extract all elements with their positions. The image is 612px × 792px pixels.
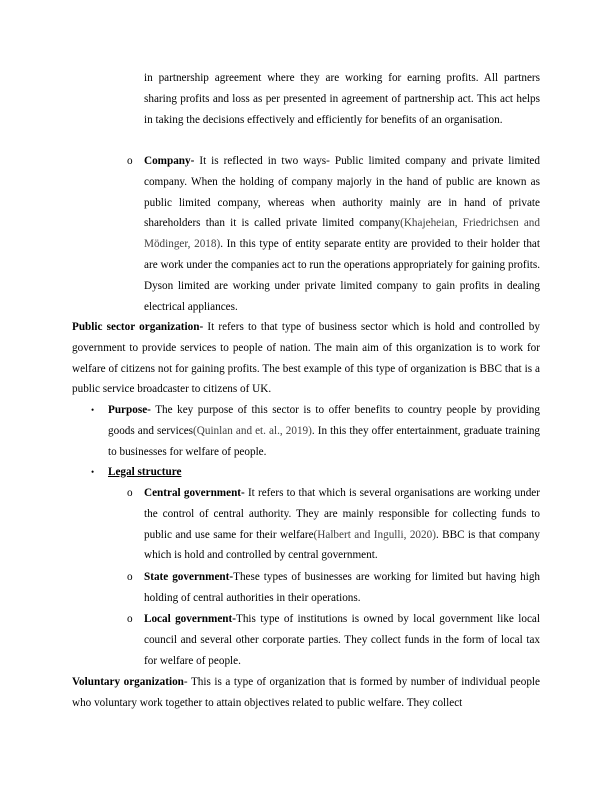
- company-text-1: It is reflected in two ways- Public limited company and private limited company. When the holding of company majorly in the hand of public are known as public limited company, whereas when authority mainly are in hand of private shareholders than it is called private limited company: [144, 155, 540, 230]
- local-government-heading: Local government-: [144, 613, 236, 625]
- partnership-text: in partnership agreement where they are working for earning profits. All partners sharing profits and loss as per presented in agreement of partnership act. This act helps in taking the decisions effectively and efficiently for benefits of an organisation.: [144, 72, 540, 126]
- local-government-text: This type of institutions is owned by local government like local council and several other corporate parties. They collect funds in the form of local tax for welfare of people.: [144, 613, 540, 667]
- voluntary-paragraph: [72, 672, 540, 714]
- central-government-citation: (Halbert and Ingulli, 2020): [313, 528, 436, 541]
- central-government-text-1: It refers to that which is several organisations are working under the control of central authority. They are mainly responsible for collecting funds to public and use same for their welfare: [144, 487, 540, 541]
- public-sector-heading: Public sector organization-: [72, 321, 204, 333]
- sub-bullet-marker: o: [127, 613, 133, 625]
- company-citation: (Khajeheian, Friedrichsen and Mödinger, 2018): [144, 217, 540, 251]
- purpose-text-1: The key purpose of this sector is to offer benefits to country people by providing goods and services: [108, 404, 540, 437]
- company-heading: Company-: [144, 155, 195, 167]
- bullet-marker: •: [91, 467, 95, 477]
- sub-bullet-marker: o: [127, 571, 133, 583]
- sub-bullet-marker: o: [127, 155, 133, 167]
- purpose-heading: Purpose-: [108, 404, 151, 416]
- central-government-heading: Central government-: [144, 487, 245, 499]
- local-government-paragraph: [144, 609, 540, 671]
- voluntary-heading: Voluntary organization: [72, 676, 184, 688]
- central-government-text-2: . BBC is that company which is hold and controlled by central government.: [144, 528, 540, 562]
- partnership-continuation: [144, 68, 540, 130]
- state-government-paragraph: [144, 567, 540, 609]
- legal-structure-heading: Legal structure: [108, 466, 182, 478]
- legal-structure-heading-line: [108, 462, 540, 483]
- sub-bullet-marker: o: [127, 487, 133, 499]
- state-government-text: These types of businesses are working for limited but having high holding of central authorities in their operations.: [144, 571, 541, 604]
- company-paragraph: [144, 151, 540, 317]
- purpose-citation: (Quinlan and et. al., 2019): [193, 424, 312, 437]
- state-government-heading: State government-: [144, 571, 234, 583]
- voluntary-text: - This is a type of organization that is formed by number of individual people who voluntary work together to attain objectives related to public welfare. They collect: [72, 676, 540, 709]
- public-sector-text: It refers to that type of business sector which is hold and controlled by government to provide services to people of nation. The main aim of this organization is to work for welfare of citizens not for gaining profits. The best example of this type of organization is BBC that is a public service broadcaster to citizens of UK.: [72, 321, 540, 396]
- purpose-paragraph: [108, 400, 540, 462]
- public-sector-paragraph: [72, 317, 540, 400]
- central-government-paragraph: [144, 483, 540, 566]
- purpose-text-2: . In this they offer entertainment, graduate training to businesses for welfare of people.: [108, 424, 541, 458]
- bullet-marker: •: [91, 405, 95, 415]
- company-text-2: . In this type of entity separate entity are provided to their holder that are work under the companies act to run the operations appropriately for gaining profits. Dyson limited are working under private limited company to gain profits in dealing electrical appliances.: [144, 238, 540, 313]
